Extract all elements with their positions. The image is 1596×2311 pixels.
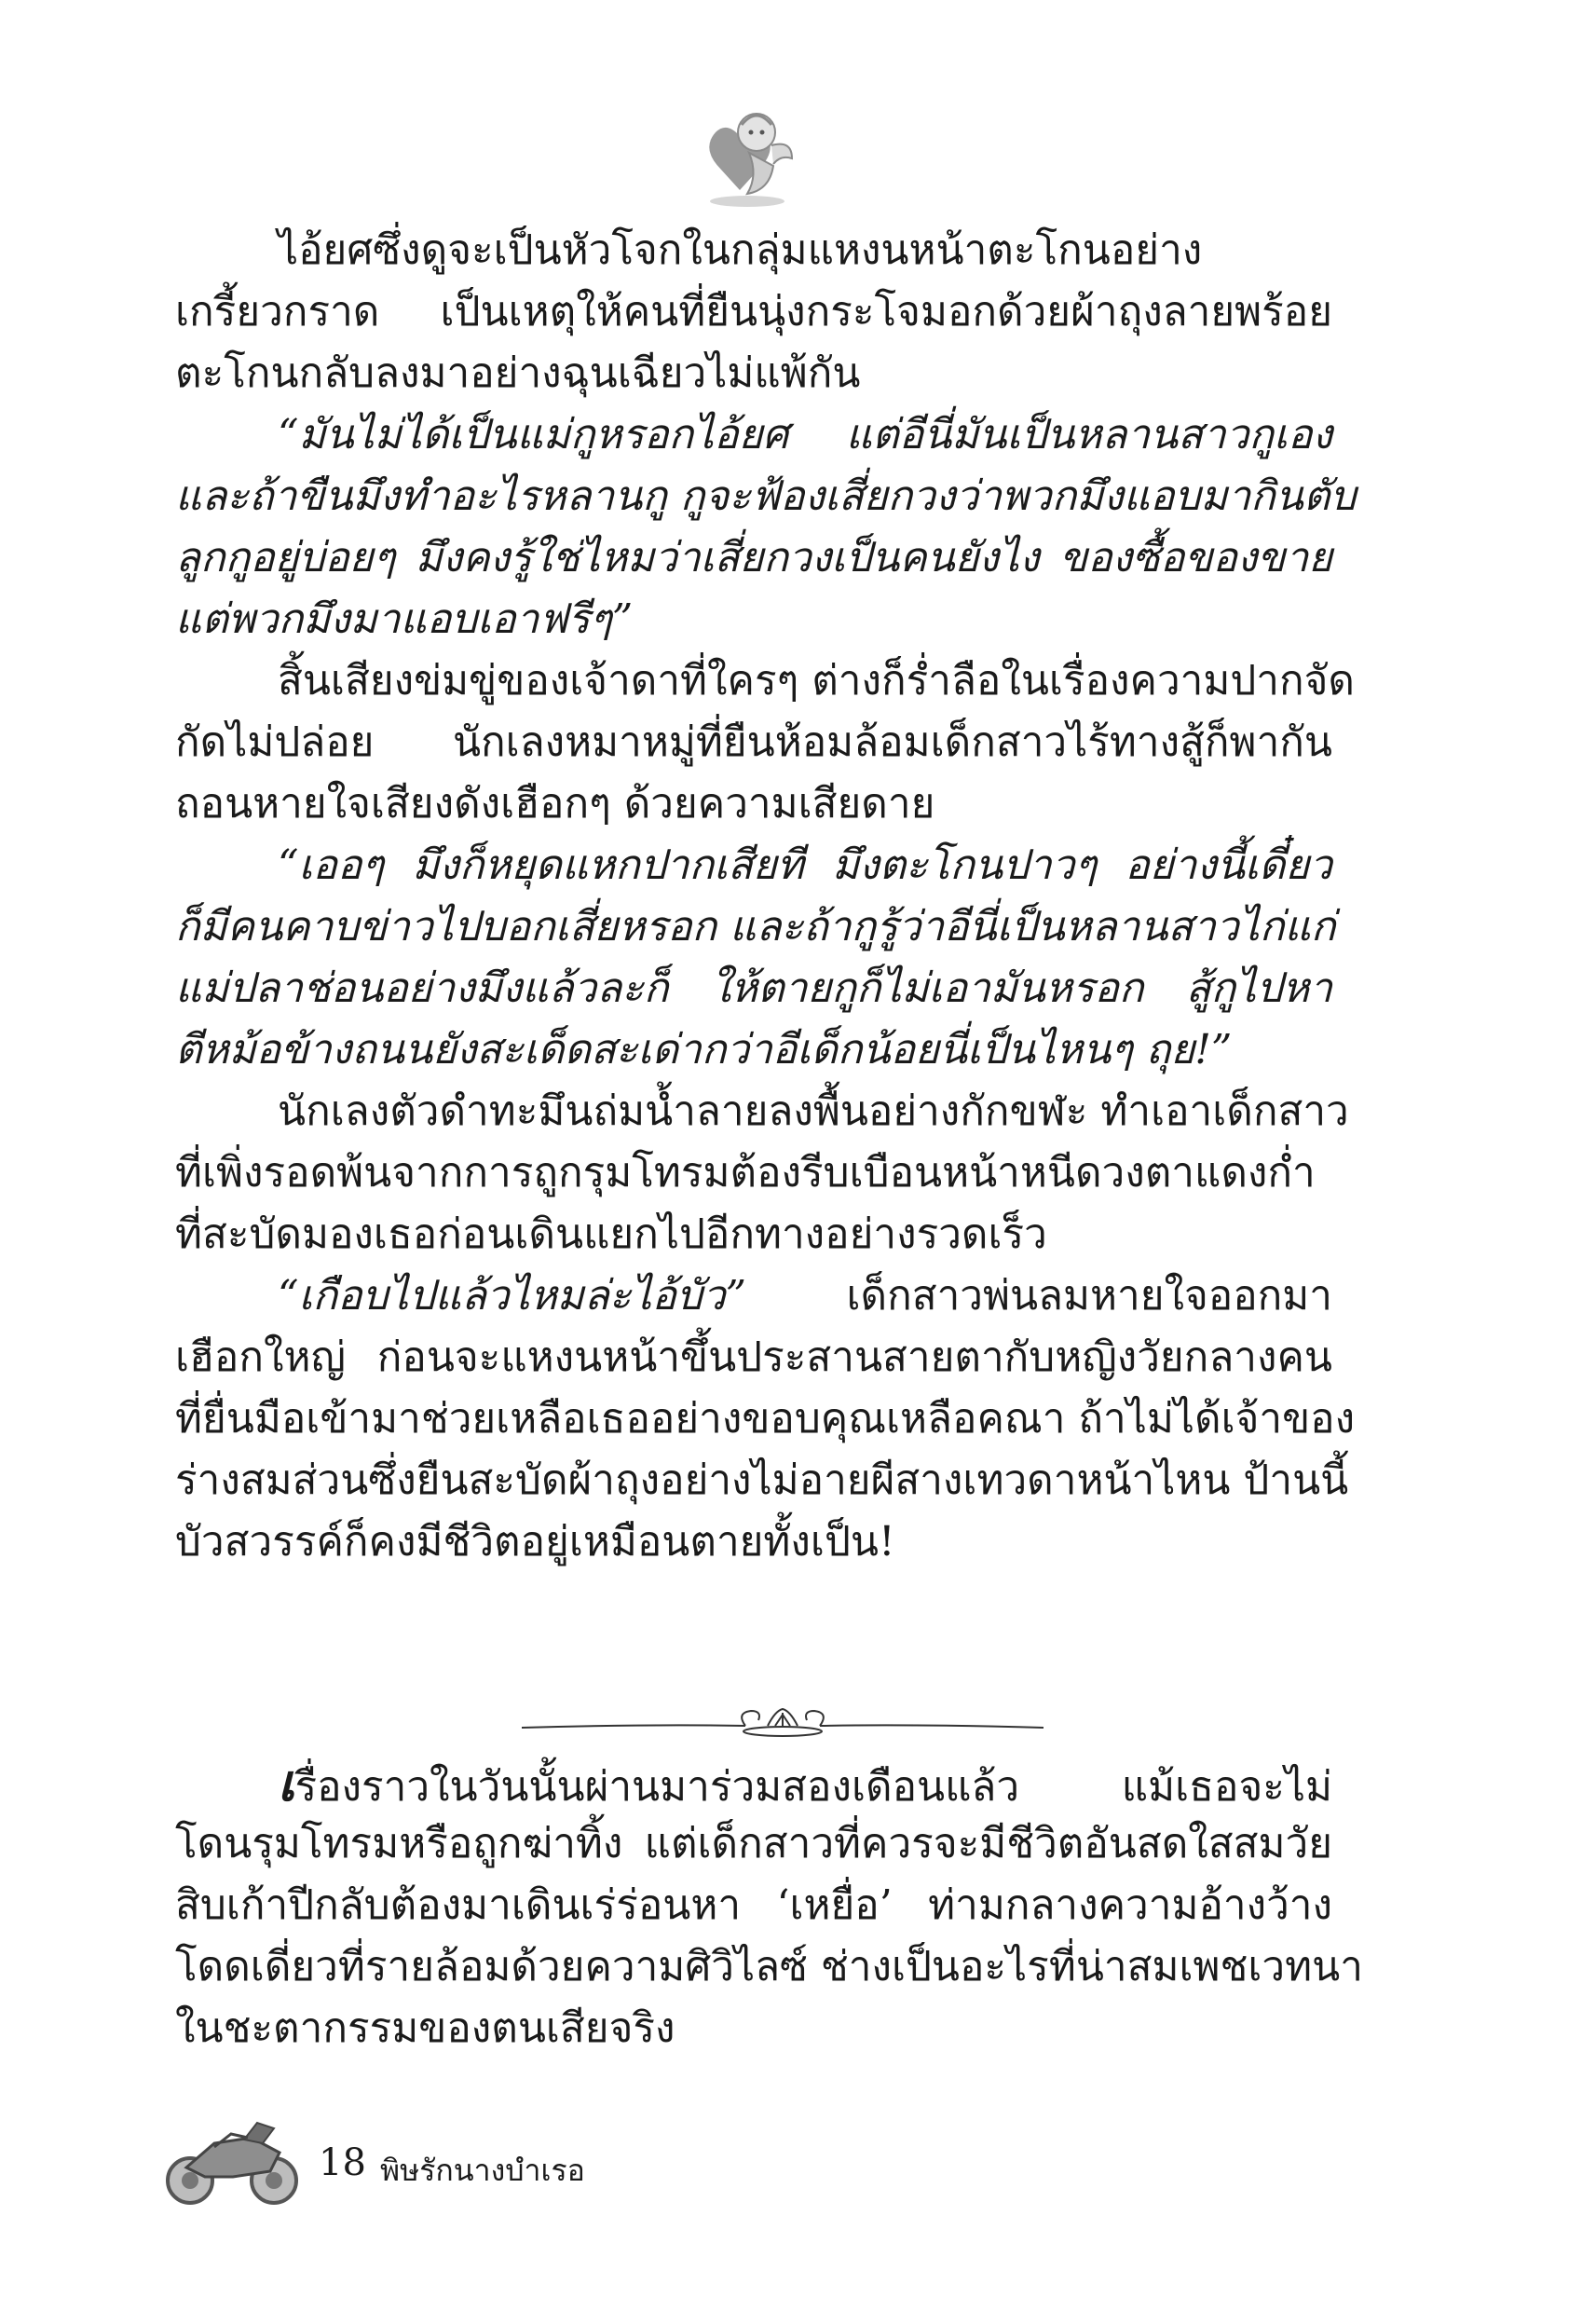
text-line: กัดไม่ปล่อย นักเลงหมาหมู่ที่ยืนห้อมล้อมเด็กสาวไร้ทางสู้ก็พากัน [175, 718, 1332, 766]
dialogue-line: แต่พวกมึงมาแอบเอาฟรีๆ” [175, 595, 634, 643]
text-line: ตะโกนกลับลงมาอย่างฉุนเฉียวไม่แพ้กัน [175, 349, 861, 397]
dialogue-line: ลูกกูอยู่บ่อยๆ มึงคงรู้ใช่ไหมว่าเสี่ยกวงเป็นคนยังไง ของซื้อของขาย [175, 534, 1332, 581]
text-line: นักเลงตัวดำทะมึนถ่มน้ำลายลงพื้นอย่างกักขฬะ ทำเอาเด็กสาว [278, 1087, 1349, 1135]
dialogue-line: และถ้าขืนมึงทำอะไรหลานกู กูจะฟ้องเสี่ยกวงว่าพวกมึงแอบมากินตับ [175, 472, 1357, 520]
drop-cap: เ [278, 1753, 295, 1812]
body-text-upper [175, 220, 1357, 1573]
dialogue-line: แม่ปลาช่อนอย่างมึงแล้วละก็ ให้ตายกูก็ไม่เอามันหรอก สู้กูไปหา [175, 964, 1332, 1012]
text-line: สิบเก้าปีกลับต้องมาเดินเร่ร่อนหา ‘เหยื่อ’ ท่ามกลางความอ้างว้าง [175, 1881, 1332, 1929]
text-line: สิ้นเสียงข่มขู่ของเจ้าดาที่ใครๆ ต่างก็ร่ำลือในเรื่องความปากจัด [278, 657, 1355, 704]
body-text-lower [175, 1752, 1363, 2059]
ornamental-divider [522, 1705, 1044, 1746]
text-line: ไอ้ยศซึ่งดูจะเป็นหัวโจกในกลุ่มแหงนหน้าตะโกนอย่าง [278, 226, 1203, 274]
text-line [175, 1752, 1332, 1813]
text-line: ที่ยื่นมือเข้ามาช่วยเหลือเธออย่างขอบคุณเหลือคณา ถ้าไม่ได้เจ้าของ [175, 1395, 1356, 1443]
text-line: ถอนหายใจเสียงดังเฮือกๆ ด้วยความเสียดาย [175, 780, 935, 827]
page-footer [158, 2115, 811, 2208]
book-title: พิษรักนางบำเรอ [380, 2153, 585, 2188]
dialogue-line: ก็มีคนคาบข่าวไปบอกเสี่ยหรอก และถ้ากูรู้ว่าอีนี่เป็นหลานสาวไก่แก่ [175, 903, 1336, 950]
dialogue-line: ตีหม้อข้างถนนยังสะเด็ดสะเด่ากว่าอีเด็กน้อยนี่เป็นไหนๆ ถุย!” [175, 1026, 1233, 1073]
text-line: บัวสวรรค์ก็คงมีชีวิตอยู่เหมือนตายทั้งเป็น! [175, 1518, 895, 1566]
dialogue-line: “มันไม่ได้เป็นแม่กูหรอกไอ้ยศ แต่อีนี่มันเป็นหลานสาวกูเอง [278, 411, 1332, 458]
text-line: เฮือกใหญ่ ก่อนจะแหงนหน้าขึ้นประสานสายตากับหญิงวัยกลางคน [175, 1333, 1332, 1381]
page-number: 18 [319, 2141, 366, 2184]
motorcycle-icon [158, 2115, 307, 2208]
text-line: โดดเดี่ยวที่รายล้อมด้วยความศิวิไลซ์ ช่างเป็นอะไรที่น่าสมเพชเวทนา [175, 1943, 1363, 1990]
text-line: ที่เพิ่งรอดพ้นจากการถูกรุมโทรมต้องรีบเบือนหน้าหนีดวงตาแดงก่ำ [175, 1149, 1316, 1197]
text-line: ที่สะบัดมองเธอก่อนเดินแยกไปอีกทางอย่างรวดเร็ว [175, 1210, 1047, 1258]
text-line: เกรี้ยวกราด เป็นเหตุให้คนที่ยืนนุ่งกระโจมอกด้วยผ้าถุงลายพร้อย [175, 288, 1332, 335]
text-line: โดนรุมโทรมหรือถูกฆ่าทิ้ง แต่เด็กสาวที่ควรจะมีชีวิตอันสดใสสมวัย [175, 1820, 1332, 1867]
text-line [175, 1265, 1332, 1327]
dialogue-quote: “เกือบไปแล้วไหมล่ะไอ้บัว” [278, 1272, 747, 1320]
dialogue-line: “เออๆ มึงก็หยุดแหกปากเสียที มึงตะโกนปาวๆ อย่างนี้เดี๋ยว [278, 841, 1332, 889]
text-line: ร่างสมส่วนซึ่งยืนสะบัดผ้าถุงอย่างไม่อายผีสางเทวดาหน้าไหน ป้านนี้ [175, 1456, 1349, 1504]
text-span: รื่องราวในวันนั้นผ่านมาร่วมสองเดือนแล้ว แม้เธอจะไม่ [294, 1763, 1332, 1811]
text-line: ในชะตากรรมของตนเสียจริง [175, 2004, 675, 2052]
text-span: เด็กสาวพ่นลมหายใจออกมา [746, 1272, 1332, 1320]
cupid-heart-icon [693, 104, 796, 209]
